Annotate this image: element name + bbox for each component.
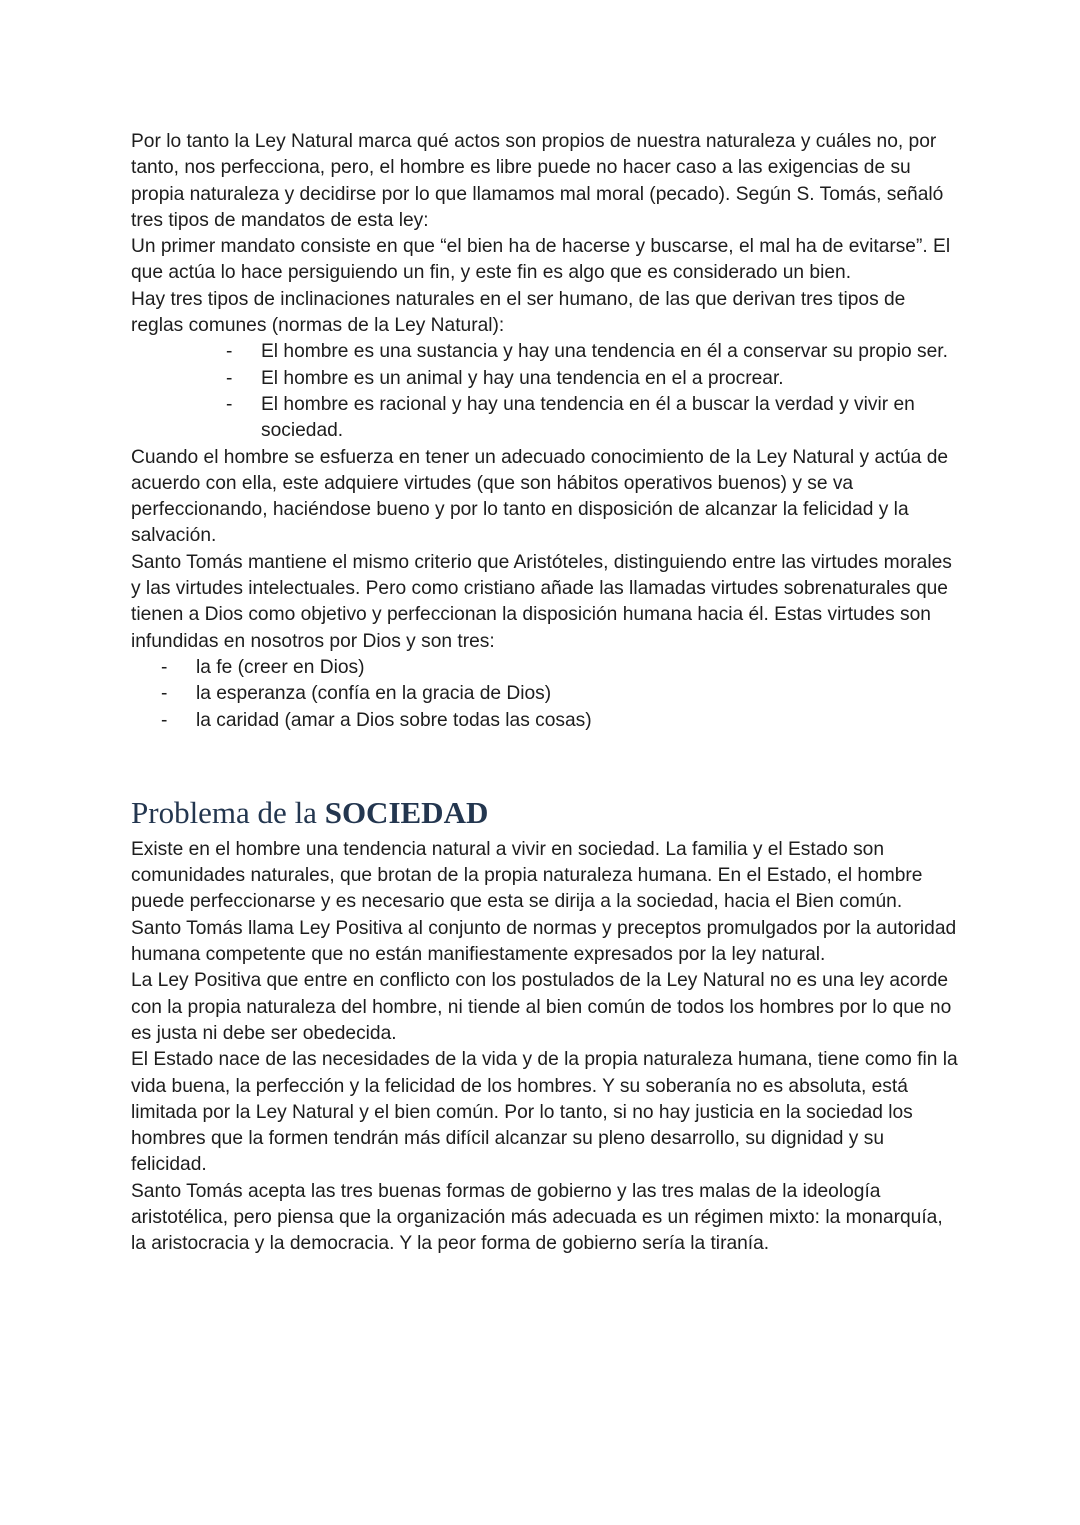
virtues-list (131, 655, 961, 734)
dash-bullet-icon: - (226, 341, 233, 363)
list-item: - El hombre es racional y hay una tendencia en él a buscar la verdad y vivir en sociedad. (226, 393, 915, 442)
paragraph-positive-law-conflict: La Ley Positiva que entre en conflicto con los postulados de la Ley Natural no es una ley acorde con la propia naturaleza del hombre, ni tiende al bien común de todos los hombres por lo que no es justa ni debe ser obedecida. (131, 970, 952, 1044)
section-heading-society (131, 793, 961, 833)
paragraph-natural-law: Por lo tanto la Ley Natural marca qué actos son propios de nuestra naturaleza y cuáles no, por tanto, nos perfecciona, pero, el hombre es libre puede no hacer caso a las exigencias de su propia naturaleza y decidirse por lo que llamamos mal moral (pecado). Según S. Tomás, señaló tres tipos de mandatos de esta ley: (131, 131, 944, 231)
dash-bullet-icon: - (161, 683, 168, 705)
paragraph-state: El Estado nace de las necesidades de la vida y de la propia naturaleza humana, tiene como fin la vida buena, la perfección y la felicidad de los hombres. Y su soberanía no es absoluta, está limitada por la Ley Natural y el bien común. Por lo tanto, si no hay justicia en la sociedad los hombres que la formen tendrán más difícil alcanzar su pleno desarrollo, su dignidad y su felicidad. (131, 1049, 958, 1176)
list-item: - El hombre es un animal y hay una tendencia en el a procrear. (226, 366, 961, 392)
list-item: - la fe (creer en Dios) (161, 655, 961, 681)
inclinations-list (131, 339, 961, 444)
list-item: - la esperanza (confía en la gracia de Dios) (161, 681, 961, 707)
paragraph-virtues-acquisition: Cuando el hombre se esfuerza en tener un adecuado conocimiento de la Ley Natural y actúa de acuerdo con ella, este adquiere virtudes (que son hábitos operativos buenos) y se va perfeccionando, haciéndose bueno y por lo tanto en disposición de alcanzar la felicidad y la salvación. (131, 446, 949, 547)
paragraph-supernatural-virtues: Santo Tomás mantiene el mismo criterio que Aristóteles, distinguiendo entre las virtudes morales y las virtudes intelectuales. Pero como cristiano añade las llamadas virtudes sobrenaturales que tienen a Dios como objetivo y perfeccionan la disposición humana hacia él. Estas virtudes son infundidas en nosotros por Dios y son tres: (131, 551, 952, 652)
section-heading-keyword: SOCIEDAD (324, 794, 489, 830)
paragraph-society-tendency: Existe en el hombre una tendencia natural a vivir en sociedad. La familia y el Estado son comunidades naturales, que brotan de la propia naturaleza humana. En el Estado, el hombre puede perfeccionarse y es necesario que esta se dirija a la sociedad, hacia el Bien común. (131, 838, 923, 913)
list-item: - El hombre es una sustancia y hay una tendencia en él a conservar su propio ser. (226, 339, 961, 365)
paragraph-first-mandate: Un primer mandato consiste en que “el bien ha de hacerse y buscarse, el mal ha de evitarse”. El que actúa lo hace persiguiendo un fin, y este fin es algo que es considerado un bien. (131, 236, 951, 284)
dash-bullet-icon: - (226, 367, 233, 389)
paragraph-inclinations-intro: Hay tres tipos de inclinaciones naturales en el ser humano, de las que derivan tres tipos de reglas comunes (normas de la Ley Natural): (131, 288, 906, 337)
paragraph-forms-of-government: Santo Tomás acepta las tres buenas formas de gobierno y las tres malas de la ideología aristotélica, pero piensa que la organización más adecuada es un régimen mixto: la monarquía, la aristocracia y la democracia. Y la peor forma de gobierno sería la tiranía. (131, 1180, 943, 1255)
document-content (131, 129, 961, 1258)
list-item: - la caridad (amar a Dios sobre todas las cosas) (161, 708, 961, 734)
dash-bullet-icon: - (161, 656, 168, 678)
dash-bullet-icon: - (226, 393, 233, 415)
paragraph-positive-law: Santo Tomás llama Ley Positiva al conjunto de normas y preceptos promulgados por la autoridad humana competente que no están manifiestamente expresados por la ley natural. (131, 917, 957, 966)
dash-bullet-icon: - (161, 709, 168, 731)
section-heading-prefix: Problema de la (131, 794, 325, 830)
